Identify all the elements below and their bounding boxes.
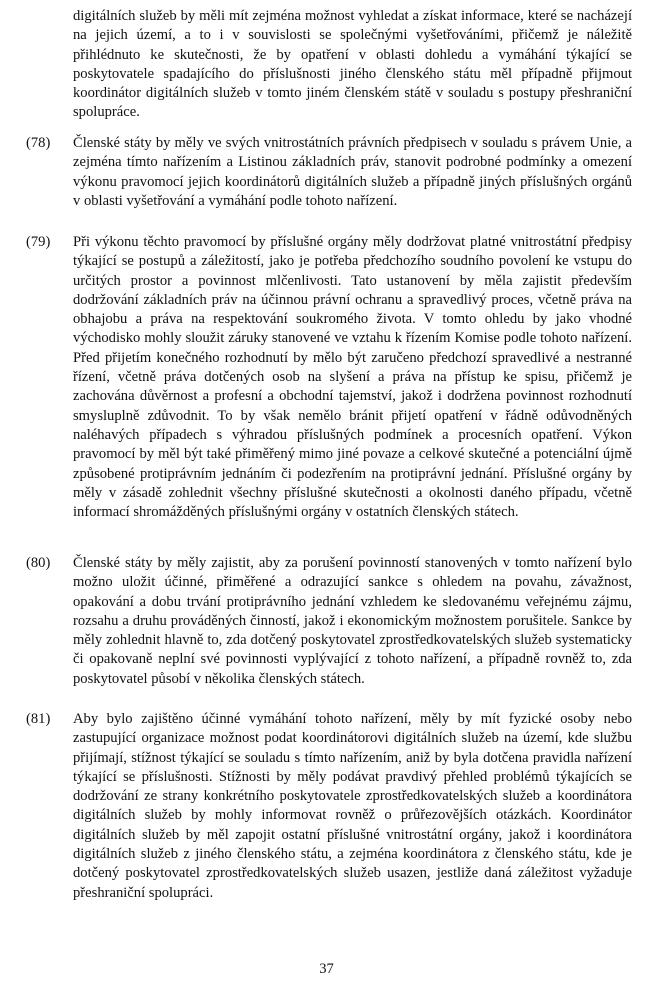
recital-number: (78) <box>26 135 51 151</box>
recital-81 <box>26 710 632 903</box>
recital-79 <box>26 233 632 522</box>
recital-80 <box>26 554 632 689</box>
recital-77-continuation <box>26 7 632 123</box>
recital-78 <box>26 134 632 211</box>
recital-text: Aby bylo zajištěno účinné vymáhání tohoto nařízení, měly by mít fyzické osoby nebo zastupující organizace možnost podat koordinátorovi digitálních služeb na území, kde službu přijímají, stížnost týkající se souladu s tímto nařízením, aniž by byla dotčena pravidla nařízení týkající se příslušnosti. Stížnosti by měly podávat pravdivý přehled problémů týkajících se dodržování ze strany konkrétního poskytovatele zprostředkovatelských služeb a koordinátora digitálních služeb by mohly informovat rovněž o průřezovějších otázkách. Koordinátor digitálních služeb by měl zapojit ostatní příslušné vnitrostátní orgány, jakož i koordinátora digitálních služeb z jiného členského státu, a zejména koordinátora z členského státu, kde je dotčený poskytovatel zprostředkovatelských služeb usazen, jestliže daná záležitost vyžaduje přeshraniční spolupráci. <box>73 711 632 901</box>
recital-number: (80) <box>26 555 51 571</box>
recital-text: Při výkonu těchto pravomocí by příslušné orgány měly dodržovat platné vnitrostátní předpisy týkající se postupů a záležitostí, jako je potřeba předchozího soudního povolení ke vstupu do určitých prostor a povinnost mlčenlivosti. Tato ustanovení by měla zajistit především dodržování základních práv na účinnou právní ochranu a spravedlivý proces, včetně práva na obhajobu a práva na respektování soukromého života. V tomto ohledu by jako vhodné východisko mohly sloužit záruky stanovené ve vztahu k řízením Komise podle tohoto nařízení. Před přijetím konečného rozhodnutí by mělo být zaručeno předchozí spravedlivé a nestranné řízení, včetně práva dotčených osob na slyšení a práva na přístup ke spisu, přičemž je zachována důvěrnost a profesní a obchodní tajemství, jakož i dodržena povinnost rozhodnutí smysluplně zdůvodnit. To by však nemělo bránit přijetí opatření v řádně odůvodněných naléhavých případech s výhradou příslušných podmínek a procesních opatření. Výkon pravomocí by měl být také přiměřený mimo jiné povaze a celkové skutečné a potenciální újmě způsobené protiprávním jednáním či podezřením na protiprávní jednání. Příslušné orgány by měly v zásadě zohlednit všechny příslušné skutečnosti a okolnosti daného případu, včetně informací shromážděných příslušnými orgány v ostatních členských státech. <box>73 234 632 521</box>
recital-text: Členské státy by měly ve svých vnitrostátních právních předpisech v souladu s právem Unie, a zejména tímto nařízením a Listinou základních práv, stanovit podrobné podmínky a omezení výkonu pravomocí jejich koordinátorů digitálních služeb a případně jiných příslušných orgánů v oblasti vyšetřování a vymáhání podle tohoto nařízení. <box>73 135 632 209</box>
recital-number: (79) <box>26 234 51 250</box>
page-number: 37 <box>319 961 334 977</box>
recital-text: digitálních služeb by měli mít zejména možnost vyhledat a získat informace, které se nacházejí na jejich území, a to i v souvislosti se společnými vyšetřováními, přičemž je náležitě přihlédnuto ke skutečnosti, že by opatření v oblasti dohledu a vymáhání týkající se poskytovatele spadajícího do příslušnosti jiného členského státu měl případně přijmout koordinátor digitálních služeb v tomto jiném členském státě v souladu s postupy přeshraniční spolupráce. <box>73 8 632 121</box>
recital-number: (81) <box>26 711 51 727</box>
recital-text: Členské státy by měly zajistit, aby za porušení povinností stanovených v tomto nařízení bylo možno uložit účinné, přiměřené a odrazující sankce s ohledem na povahu, závažnost, opakování a dobu trvání protiprávního jednání vzhledem ke sledovanému veřejnému zájmu, rozsahu a druhu prováděných činností, jakož i ekonomickým možnostem porušitele. Sankce by měly zohlednit hlavně to, zda dotčený poskytovatel zprostředkovatelských služeb systematicky či opakovaně neplní své povinnosti vyplývající z tohoto nařízení, a případně rovněž to, zda poskytovatel působí v několika členských státech. <box>73 555 632 687</box>
